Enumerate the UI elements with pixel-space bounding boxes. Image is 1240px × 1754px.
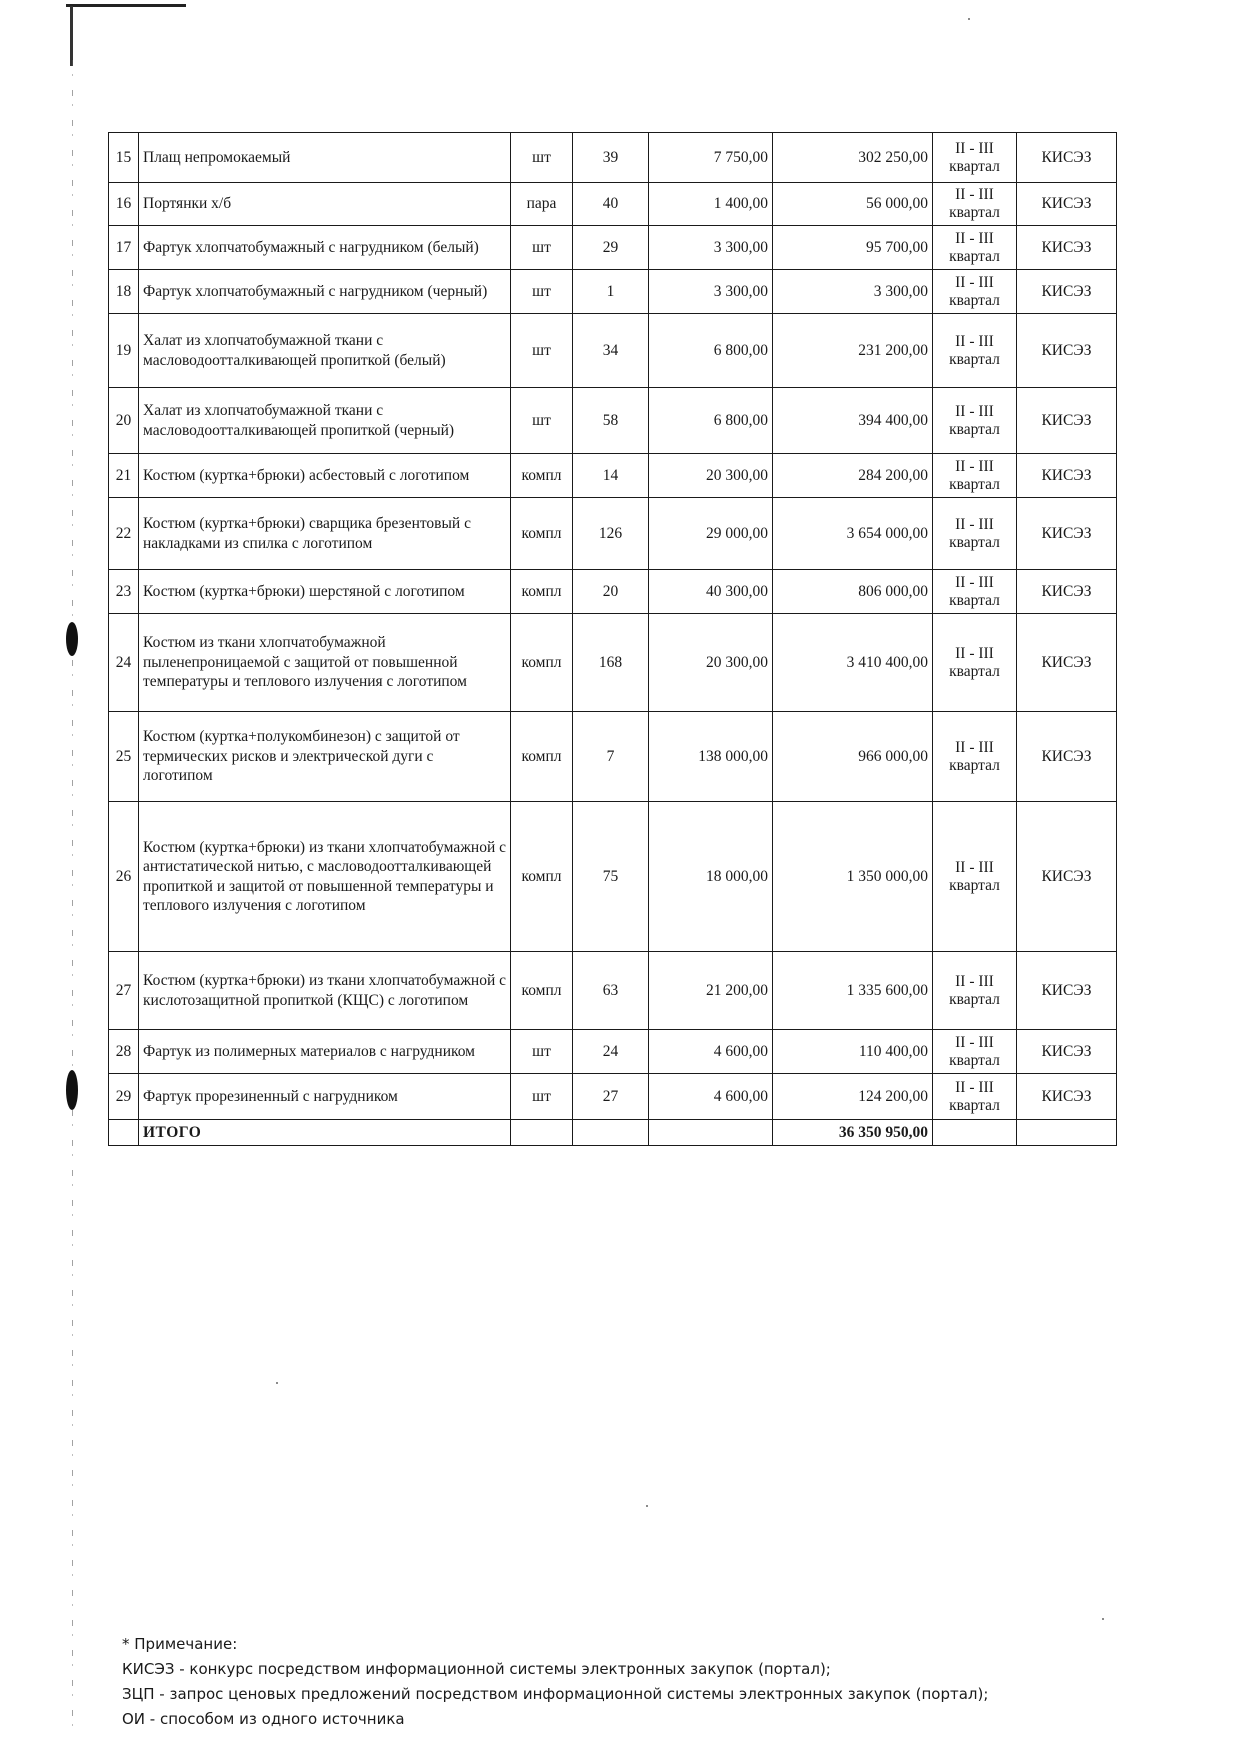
scan-artifact-edge xyxy=(72,60,73,1740)
unit-price-cell: 20 300,00 xyxy=(649,614,773,712)
table-row xyxy=(109,952,1117,1030)
total-empty-cell xyxy=(511,1120,573,1146)
procurement-method-cell: КИСЭЗ xyxy=(1017,570,1117,614)
table-row xyxy=(109,454,1117,498)
row-number-cell: 20 xyxy=(109,388,139,454)
unit-cell: шт xyxy=(511,226,573,270)
total-row xyxy=(109,1120,1117,1146)
unit-price-cell: 4 600,00 xyxy=(649,1074,773,1120)
unit-price-cell: 4 600,00 xyxy=(649,1030,773,1074)
item-name-cell: Фартук из полимерных материалов с нагрудником xyxy=(139,1030,511,1074)
procurement-method-cell: КИСЭЗ xyxy=(1017,802,1117,952)
unit-cell: компл xyxy=(511,802,573,952)
unit-price-cell: 3 300,00 xyxy=(649,226,773,270)
procurement-method-cell: КИСЭЗ xyxy=(1017,1030,1117,1074)
row-number-cell: 26 xyxy=(109,802,139,952)
unit-cell: компл xyxy=(511,952,573,1030)
row-number-cell: 25 xyxy=(109,712,139,802)
item-name-cell: Костюм (куртка+брюки) из ткани хлопчатобумажной с антистатической нитью, с масловодоотталкивающей пропиткой и защитой от повышенной температуры и теплового излучения с логотипом xyxy=(139,802,511,952)
quantity-cell: 58 xyxy=(573,388,649,454)
quantity-cell: 1 xyxy=(573,270,649,314)
delivery-period-cell: II - III квартал xyxy=(933,1030,1017,1074)
procurement-method-cell: КИСЭЗ xyxy=(1017,270,1117,314)
delivery-period-cell: II - III квартал xyxy=(933,270,1017,314)
unit-price-cell: 3 300,00 xyxy=(649,270,773,314)
procurement-method-cell: КИСЭЗ xyxy=(1017,454,1117,498)
delivery-period-cell: II - III квартал xyxy=(933,133,1017,183)
total-empty-cell xyxy=(649,1120,773,1146)
unit-price-cell: 138 000,00 xyxy=(649,712,773,802)
procurement-method-cell: КИСЭЗ xyxy=(1017,712,1117,802)
table-row xyxy=(109,226,1117,270)
unit-price-cell: 7 750,00 xyxy=(649,133,773,183)
total-empty-cell xyxy=(1017,1120,1117,1146)
footnote-line-oi: ОИ - способом из одного источника xyxy=(122,1710,405,1728)
quantity-cell: 63 xyxy=(573,952,649,1030)
quantity-cell: 29 xyxy=(573,226,649,270)
quantity-cell: 39 xyxy=(573,133,649,183)
punch-hole-mark xyxy=(66,622,78,656)
unit-cell: компл xyxy=(511,614,573,712)
footnote-title: * Примечание: xyxy=(122,1635,238,1653)
procurement-method-cell: КИСЭЗ xyxy=(1017,614,1117,712)
table-row xyxy=(109,614,1117,712)
line-sum-cell: 231 200,00 xyxy=(773,314,933,388)
row-number-cell: 21 xyxy=(109,454,139,498)
table-row xyxy=(109,570,1117,614)
item-name-cell: Костюм (куртка+брюки) асбестовый с логотипом xyxy=(139,454,511,498)
total-empty-cell xyxy=(573,1120,649,1146)
unit-cell: компл xyxy=(511,570,573,614)
table-row xyxy=(109,388,1117,454)
line-sum-cell: 1 350 000,00 xyxy=(773,802,933,952)
item-name-cell: Плащ непромокаемый xyxy=(139,133,511,183)
total-empty-cell xyxy=(933,1120,1017,1146)
procurement-method-cell: КИСЭЗ xyxy=(1017,388,1117,454)
item-name-cell: Фартук прорезиненный с нагрудником xyxy=(139,1074,511,1120)
procurement-method-cell: КИСЭЗ xyxy=(1017,1074,1117,1120)
delivery-period-cell: II - III квартал xyxy=(933,388,1017,454)
item-name-cell: Халат из хлопчатобумажной ткани с масловодоотталкивающей пропиткой (белый) xyxy=(139,314,511,388)
line-sum-cell: 806 000,00 xyxy=(773,570,933,614)
unit-cell: пара xyxy=(511,183,573,226)
scan-speck xyxy=(1102,1618,1104,1620)
line-sum-cell: 1 335 600,00 xyxy=(773,952,933,1030)
item-name-cell: Фартук хлопчатобумажный с нагрудником (белый) xyxy=(139,226,511,270)
quantity-cell: 24 xyxy=(573,1030,649,1074)
quantity-cell: 27 xyxy=(573,1074,649,1120)
line-sum-cell: 3 410 400,00 xyxy=(773,614,933,712)
quantity-cell: 40 xyxy=(573,183,649,226)
procurement-method-cell: КИСЭЗ xyxy=(1017,314,1117,388)
table-row xyxy=(109,133,1117,183)
item-name-cell: Костюм (куртка+брюки) из ткани хлопчатобумажной с кислотозащитной пропиткой (КЩС) с логотипом xyxy=(139,952,511,1030)
unit-cell: шт xyxy=(511,314,573,388)
table-row xyxy=(109,1030,1117,1074)
total-num-cell xyxy=(109,1120,139,1146)
row-number-cell: 22 xyxy=(109,498,139,570)
unit-price-cell: 6 800,00 xyxy=(649,314,773,388)
scan-speck xyxy=(968,18,970,20)
unit-cell: шт xyxy=(511,1030,573,1074)
procurement-method-cell: КИСЭЗ xyxy=(1017,226,1117,270)
unit-cell: компл xyxy=(511,712,573,802)
table-row xyxy=(109,498,1117,570)
unit-cell: шт xyxy=(511,133,573,183)
footnote xyxy=(122,1632,1122,1732)
unit-price-cell: 18 000,00 xyxy=(649,802,773,952)
scan-artifact-corner xyxy=(66,4,186,7)
row-number-cell: 18 xyxy=(109,270,139,314)
delivery-period-cell: II - III квартал xyxy=(933,802,1017,952)
row-number-cell: 23 xyxy=(109,570,139,614)
scan-speck xyxy=(276,1382,278,1384)
line-sum-cell: 110 400,00 xyxy=(773,1030,933,1074)
item-name-cell: Костюм (куртка+брюки) сварщика брезентовый с накладками из спилка с логотипом xyxy=(139,498,511,570)
quantity-cell: 126 xyxy=(573,498,649,570)
row-number-cell: 24 xyxy=(109,614,139,712)
row-number-cell: 16 xyxy=(109,183,139,226)
unit-price-cell: 1 400,00 xyxy=(649,183,773,226)
procurement-method-cell: КИСЭЗ xyxy=(1017,183,1117,226)
line-sum-cell: 3 654 000,00 xyxy=(773,498,933,570)
row-number-cell: 17 xyxy=(109,226,139,270)
table-row xyxy=(109,314,1117,388)
delivery-period-cell: II - III квартал xyxy=(933,712,1017,802)
scan-speck xyxy=(646,1505,648,1507)
row-number-cell: 15 xyxy=(109,133,139,183)
line-sum-cell: 124 200,00 xyxy=(773,1074,933,1120)
line-sum-cell: 302 250,00 xyxy=(773,133,933,183)
delivery-period-cell: II - III квартал xyxy=(933,570,1017,614)
quantity-cell: 75 xyxy=(573,802,649,952)
punch-hole-mark xyxy=(66,1070,78,1110)
line-sum-cell: 284 200,00 xyxy=(773,454,933,498)
row-number-cell: 28 xyxy=(109,1030,139,1074)
quantity-cell: 34 xyxy=(573,314,649,388)
item-name-cell: Костюм из ткани хлопчатобумажной пыленепроницаемой с защитой от повышенной температуры и теплового излучения с логотипом xyxy=(139,614,511,712)
row-number-cell: 19 xyxy=(109,314,139,388)
unit-cell: шт xyxy=(511,388,573,454)
unit-cell: шт xyxy=(511,1074,573,1120)
line-sum-cell: 394 400,00 xyxy=(773,388,933,454)
quantity-cell: 168 xyxy=(573,614,649,712)
footnote-line-kisez: КИСЭЗ - конкурс посредством информационной системы электронных закупок (портал); xyxy=(122,1660,831,1678)
item-name-cell: Портянки х/б xyxy=(139,183,511,226)
quantity-cell: 14 xyxy=(573,454,649,498)
procurement-method-cell: КИСЭЗ xyxy=(1017,498,1117,570)
delivery-period-cell: II - III квартал xyxy=(933,952,1017,1030)
table-row xyxy=(109,183,1117,226)
item-name-cell: Костюм (куртка+полукомбинезон) с защитой от термических рисков и электрической дуги с логотипом xyxy=(139,712,511,802)
unit-price-cell: 29 000,00 xyxy=(649,498,773,570)
unit-price-cell: 21 200,00 xyxy=(649,952,773,1030)
table-row xyxy=(109,802,1117,952)
line-sum-cell: 56 000,00 xyxy=(773,183,933,226)
delivery-period-cell: II - III квартал xyxy=(933,614,1017,712)
quantity-cell: 7 xyxy=(573,712,649,802)
unit-price-cell: 20 300,00 xyxy=(649,454,773,498)
unit-cell: компл xyxy=(511,498,573,570)
item-name-cell: Фартук хлопчатобумажный с нагрудником (черный) xyxy=(139,270,511,314)
delivery-period-cell: II - III квартал xyxy=(933,226,1017,270)
scan-artifact-corner-vertical xyxy=(70,6,73,66)
line-sum-cell: 3 300,00 xyxy=(773,270,933,314)
line-sum-cell: 95 700,00 xyxy=(773,226,933,270)
delivery-period-cell: II - III квартал xyxy=(933,183,1017,226)
delivery-period-cell: II - III квартал xyxy=(933,1074,1017,1120)
item-name-cell: Костюм (куртка+брюки) шерстяной с логотипом xyxy=(139,570,511,614)
delivery-period-cell: II - III квартал xyxy=(933,314,1017,388)
procurement-method-cell: КИСЭЗ xyxy=(1017,133,1117,183)
unit-cell: компл xyxy=(511,454,573,498)
total-sum: 36 350 950,00 xyxy=(773,1120,933,1146)
table-body xyxy=(109,133,1117,1120)
unit-price-cell: 40 300,00 xyxy=(649,570,773,614)
unit-price-cell: 6 800,00 xyxy=(649,388,773,454)
unit-cell: шт xyxy=(511,270,573,314)
quantity-cell: 20 xyxy=(573,570,649,614)
item-name-cell: Халат из хлопчатобумажной ткани с масловодоотталкивающей пропиткой (черный) xyxy=(139,388,511,454)
footnote-line-zcp: ЗЦП - запрос ценовых предложений посредством информационной системы электронных закупок (портал); xyxy=(122,1685,989,1703)
row-number-cell: 27 xyxy=(109,952,139,1030)
procurement-table xyxy=(108,132,1117,1146)
table-row xyxy=(109,1074,1117,1120)
table-row xyxy=(109,270,1117,314)
line-sum-cell: 966 000,00 xyxy=(773,712,933,802)
row-number-cell: 29 xyxy=(109,1074,139,1120)
delivery-period-cell: II - III квартал xyxy=(933,498,1017,570)
table-row xyxy=(109,712,1117,802)
procurement-method-cell: КИСЭЗ xyxy=(1017,952,1117,1030)
delivery-period-cell: II - III квартал xyxy=(933,454,1017,498)
total-label: ИТОГО xyxy=(139,1120,511,1146)
